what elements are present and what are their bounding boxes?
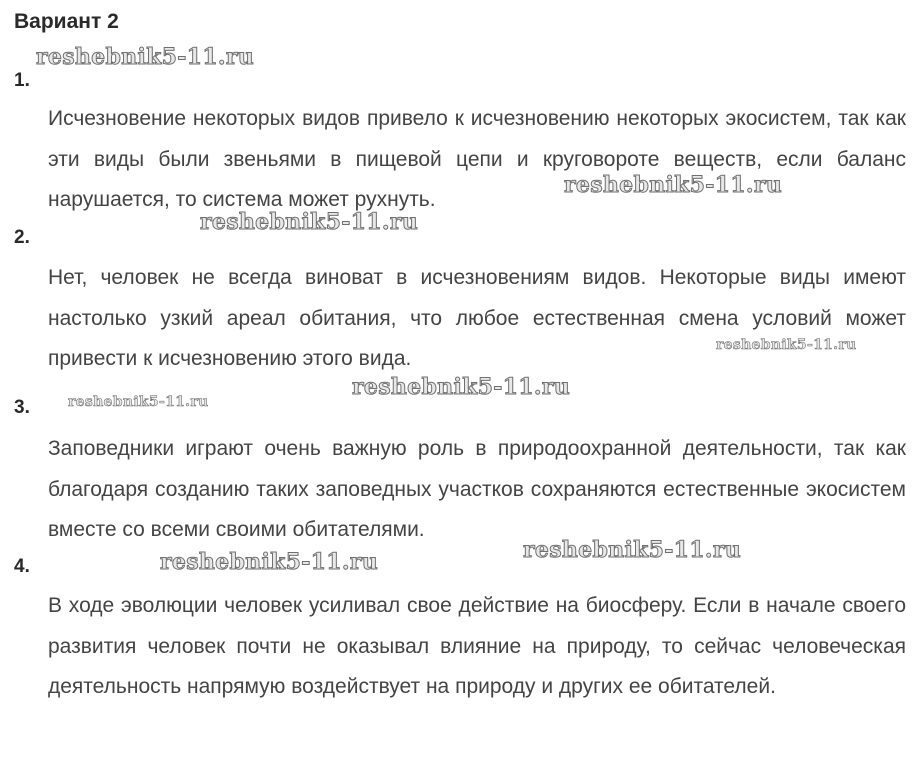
page-title: Вариант 2 xyxy=(14,10,119,33)
answer-number-1: 1. xyxy=(14,70,30,91)
answer-text-2: Нет, человек не всегда виноват в исчезновениям видов. Некоторые виды имеют настолько узкий ареал обитания, что любое естественная смена условий может привести к исчезновению этого вида. xyxy=(48,266,906,370)
watermark: reshebnik5-11.ru xyxy=(523,537,742,563)
answer-number-4: 4. xyxy=(14,556,30,577)
answer-text-3: Заповедники играют очень важную роль в природоохранной деятельности, так как благодаря созданию таких заповедных участков сохраняются естественные экосистем вместе со всеми своими обитателями. xyxy=(48,437,906,541)
watermark: reshebnik5-11.ru xyxy=(200,209,419,235)
answer-text-4: В ходе эволюции человек усиливал свое действие на биосферу. Если в начале своего развития человек почти не оказывал влияние на природу, то сейчас человеческая деятельность напрямую воздействует на природу и других ее обитателей. xyxy=(48,594,906,698)
watermark: reshebnik5-11.ru xyxy=(160,549,379,575)
watermark: reshebnik5-11.ru xyxy=(352,374,571,400)
watermark: reshebnik5-11.ru xyxy=(564,172,783,198)
answer-number-3: 3. xyxy=(14,397,30,418)
answer-number-2: 2. xyxy=(14,227,30,248)
watermark: reshebnik5-11.ru xyxy=(36,44,255,70)
watermark: reshebnik5-11.ru xyxy=(68,394,209,410)
answer-text-1: Исчезновение некоторых видов привело к исчезновению некоторых экосистем, так как эти виды были звеньями в пищевой цепи и круговороте веществ, если баланс нарушается, то система может рухнуть. xyxy=(48,107,906,211)
watermark: reshebnik5-11.ru xyxy=(716,337,857,353)
